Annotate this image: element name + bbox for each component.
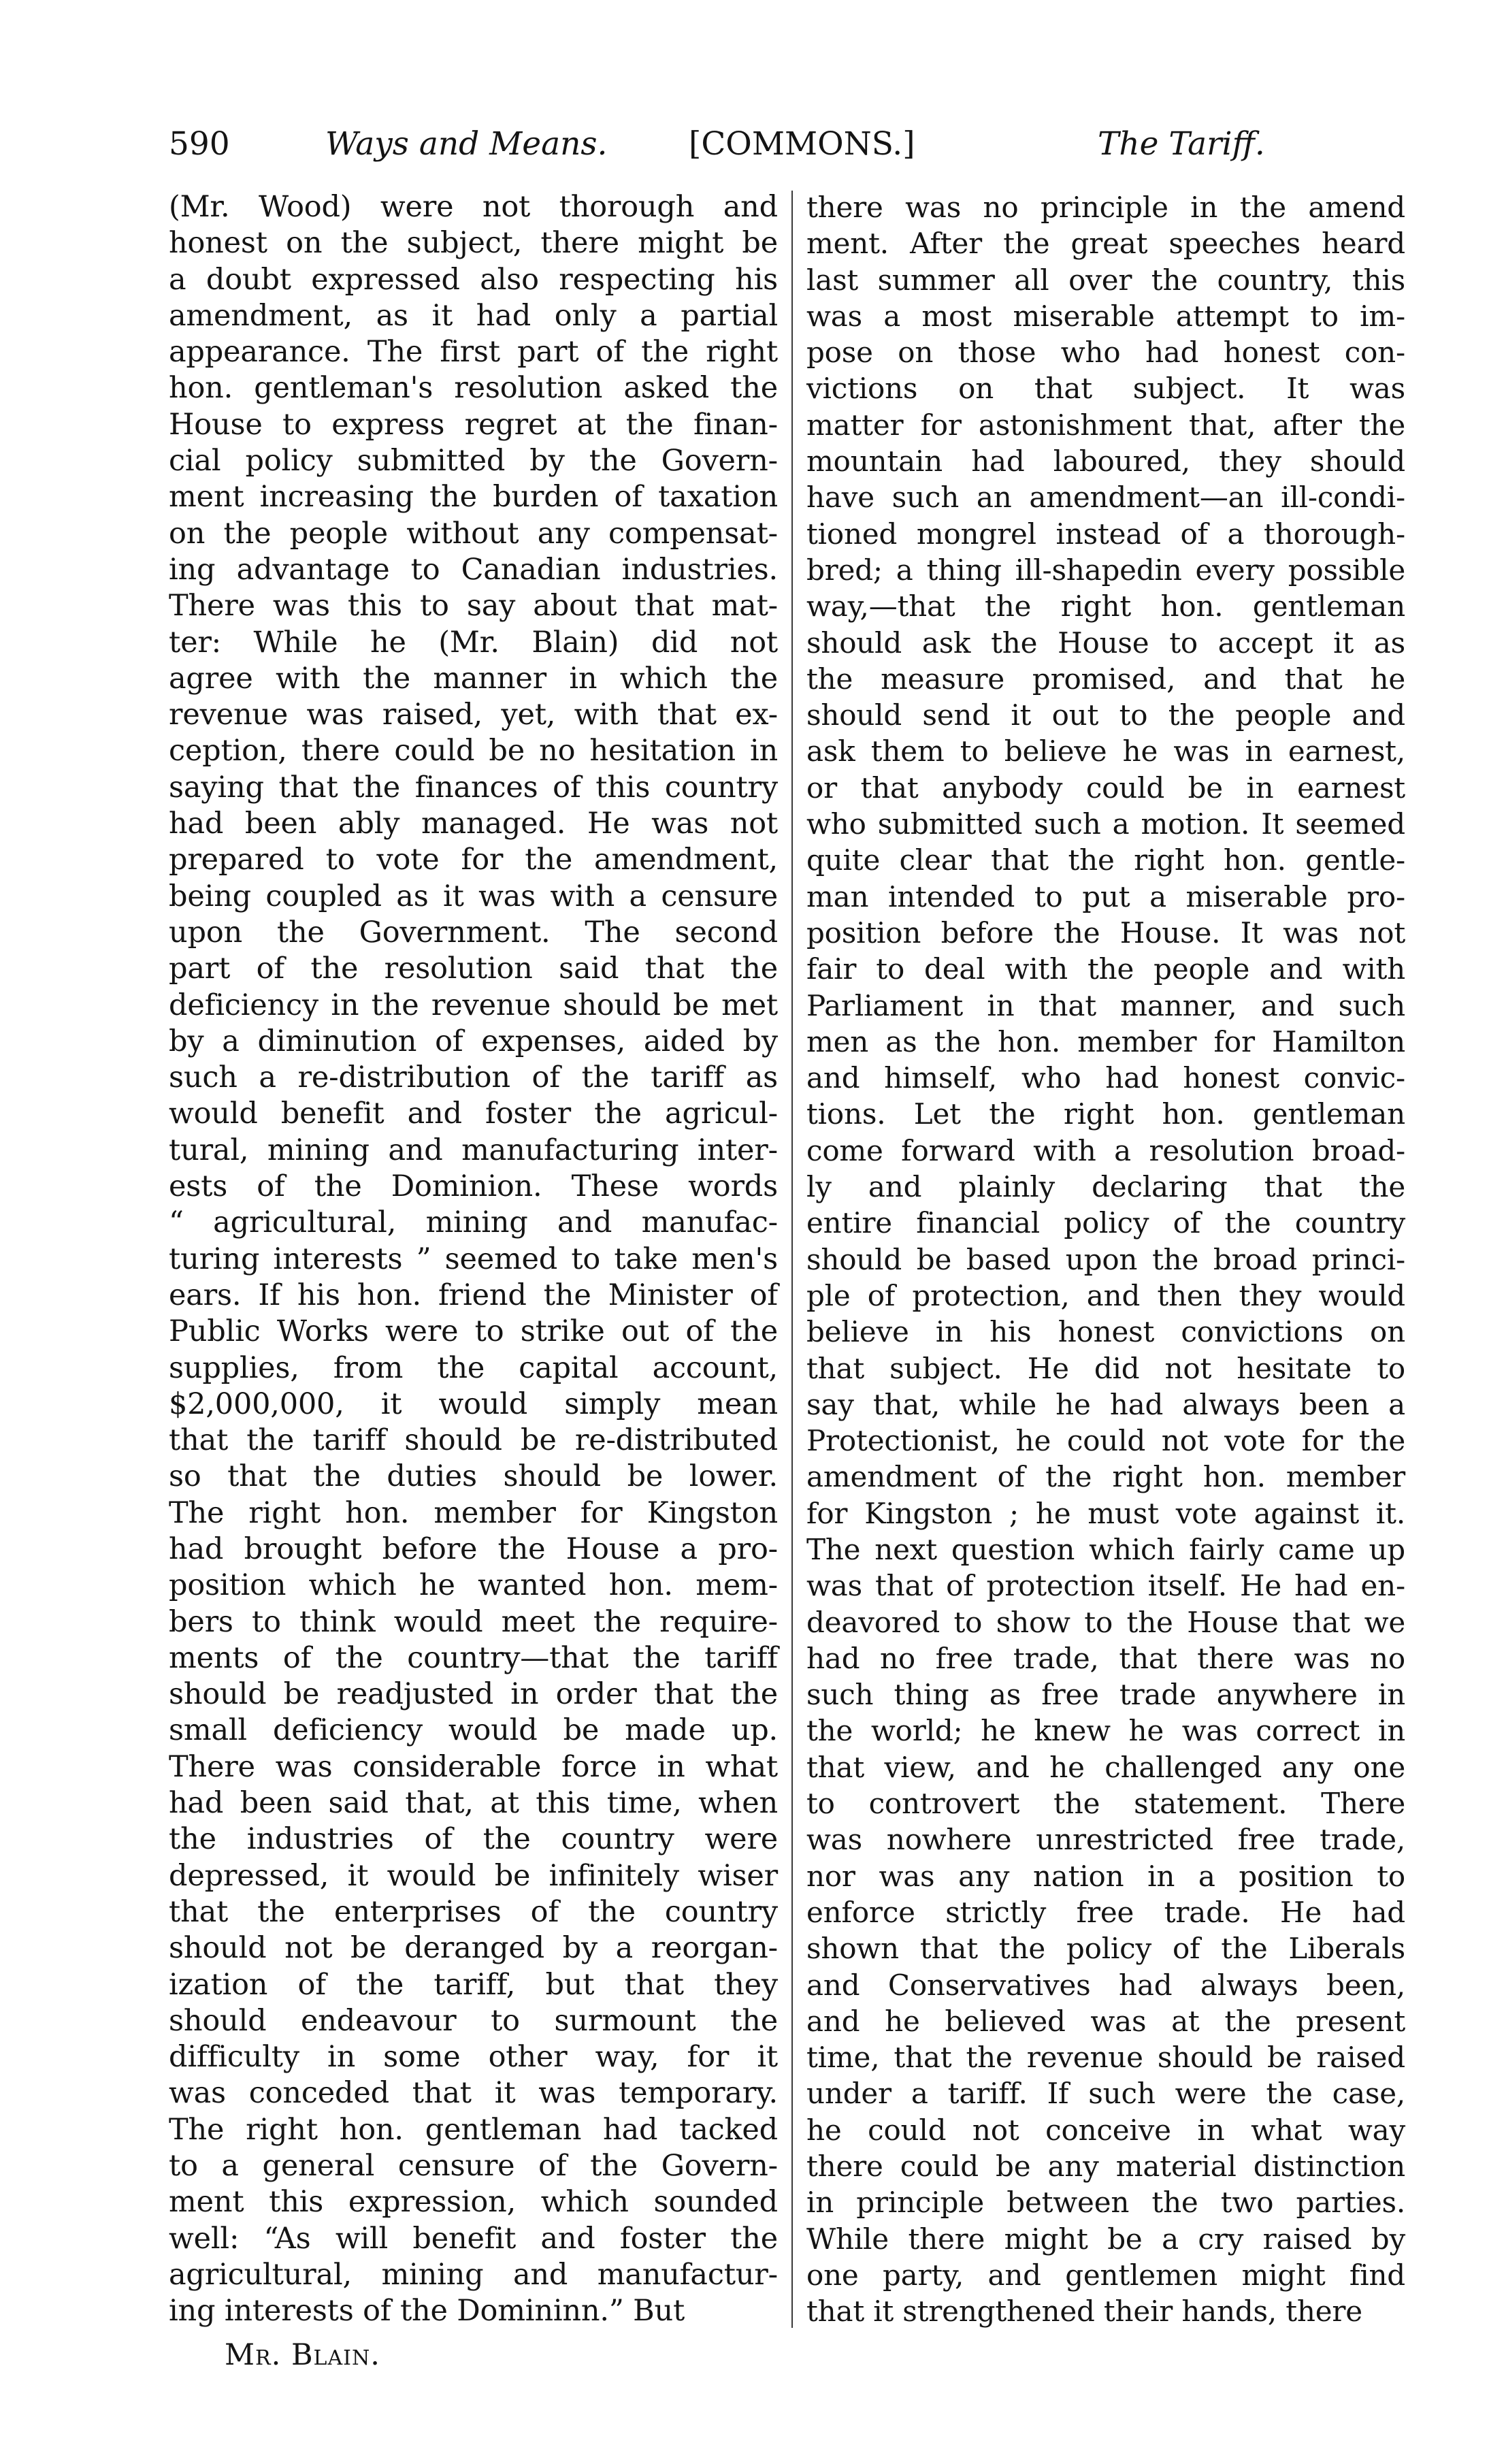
text-line: pose on those who had honest con- [806,336,1405,370]
text-line: agricultural, mining and manufactur- [169,2257,778,2292]
text-line: men as the hon. member for Hamilton [806,1024,1405,1058]
text-line: such a re-distribution of the tariff as [169,1060,778,1095]
text-line: depressed, it would be infinitely wiser [169,1858,778,1893]
text-line: appearance. The first part of the right [169,335,778,370]
text-line: should endeavour to surmount the [169,2003,778,2038]
text-line: There was considerable force in what [169,1749,778,1784]
text-line: hon. gentleman's resolution asked the [169,371,778,406]
text-line: that the tariff should be re-distributed [169,1423,778,1458]
right-text-column [806,189,1405,2333]
text-line: had been said that, at this time, when [169,1786,778,1821]
text-line: part of the resolution said that the [169,952,778,986]
text-line: so that the duties should be lower. [169,1459,778,1494]
text-line: ests of the Dominion. These words [169,1169,778,1204]
text-line: While there might be a cry raised by [806,2222,1405,2256]
text-line: was nowhere unrestricted free trade, [806,1823,1405,1857]
text-line: a doubt expressed also respecting his [169,262,778,297]
text-line: way,—that the right hon. gentleman [806,589,1405,623]
text-line: should ask the House to accept it as [806,626,1405,660]
topic-title: The Tariff. [1098,125,1265,163]
text-line: come forward with a resolution broad- [806,1133,1405,1167]
text-line: for Kingston ; he must vote against it. [806,1496,1405,1530]
text-line: ing advantage to Canadian industries. [169,552,778,587]
text-line: entire financial policy of the country [806,1206,1405,1240]
text-line: should be readjusted in order that the [169,1677,778,1712]
text-line: such thing as free trade anywhere in [806,1678,1405,1712]
text-line: victions on that subject. It was [806,372,1405,406]
text-line: tioned mongrel instead of a thorough- [806,517,1405,551]
text-line: have such an amendment—an ill-condi- [806,481,1405,515]
text-line: deficiency in the revenue should be met [169,988,778,1022]
text-line: The right hon. member for Kingston [169,1495,778,1530]
text-line: being coupled as it was with a censure [169,879,778,913]
text-line: $2,000,000, it would simply mean [169,1387,778,1421]
text-line: ments of the country—that the tariff [169,1640,778,1675]
text-line: should not be deranged by a reorgan- [169,1931,778,1966]
text-line: ment. After the great speeches heard [806,227,1405,261]
text-line: that the enterprises of the country [169,1894,778,1929]
text-line: (Mr. Wood) were not thorough and [169,190,778,224]
text-line: supplies, from the capital account, [169,1350,778,1385]
text-line: he could not conceive in what way [806,2113,1405,2147]
text-line: There was this to say about that mat- [169,589,778,623]
text-line: should be based upon the broad princi- [806,1242,1405,1276]
text-line: turing interests ” seemed to take men's [169,1242,778,1276]
text-line: deavored to show to the House that we [806,1605,1405,1639]
text-line: small deficiency would be made up. [169,1713,778,1748]
text-line: Parliament in that manner, and such [806,988,1405,1022]
text-line: had brought before the House a pro- [169,1531,778,1566]
text-line: had no free trade, that there was no [806,1641,1405,1675]
text-line: upon the Government. The second [169,915,778,950]
text-line: and he believed was at the present [806,2004,1405,2038]
text-line: revenue was raised, yet, with that ex- [169,698,778,732]
text-line: ears. If his hon. friend the Minister of [169,1278,778,1312]
text-line: honest on the subject, there might be [169,226,778,261]
text-line: would benefit and foster the agricul- [169,1097,778,1131]
text-line: The right hon. gentleman had tacked [169,2112,778,2147]
text-line: ple of protection, and then they would [806,1278,1405,1312]
column-divider [791,191,793,2328]
text-line: “ agricultural, mining and manufac- [169,1205,778,1240]
text-line: that view, and he challenged any one [806,1750,1405,1784]
text-line: time, that the revenue should be raised [806,2041,1405,2075]
text-line: there was no principle in the amend [806,191,1405,224]
text-line: prepared to vote for the amendment, [169,843,778,877]
chamber-title: [COMMONS.] [689,125,915,163]
text-line: ask them to believe he was in earnest, [806,734,1405,768]
text-line: there could be any material distinction [806,2150,1405,2184]
text-line: ly and plainly declaring that the [806,1170,1405,1204]
text-line: Protectionist, he could not vote for the [806,1424,1405,1458]
text-line: or that anybody could be in earnest [806,771,1405,805]
text-line: bers to think would meet the require- [169,1604,778,1639]
text-line: mountain had laboured, they should [806,444,1405,479]
page-header [169,117,1285,172]
text-line: the industries of the country were [169,1822,778,1857]
text-line: was conceded that it was temporary. [169,2076,778,2111]
page-number: 590 [169,125,230,163]
text-line: should send it out to the people and [806,698,1405,732]
text-line: man intended to put a miserable pro- [806,879,1405,913]
speaker-name: Mr. Blain. [225,2338,380,2372]
text-line: ception, there could be no hesitation in [169,734,778,768]
text-line: was a most miserable attempt to im- [806,299,1405,333]
text-line: and Conservatives had always been, [806,1968,1405,2002]
text-line: ment this expression, which sounded [169,2185,778,2220]
text-line: believe in his honest convictions on [806,1315,1405,1349]
text-line: had been ably managed. He was not [169,807,778,841]
text-line: tions. Let the right hon. gentleman [806,1097,1405,1131]
text-line: in principle between the two parties. [806,2186,1405,2220]
text-line: that subject. He did not hesitate to [806,1351,1405,1385]
text-line: amendment of the right hon. member [806,1460,1405,1494]
text-line: position which he wanted hon. mem- [169,1568,778,1603]
text-line: was that of protection itself. He had en- [806,1569,1405,1603]
text-line: last summer all over the country, this [806,263,1405,297]
text-line: under a tariff. If such were the case, [806,2077,1405,2111]
text-line: cial policy submitted by the Govern- [169,444,778,479]
text-line: amendment, as it had only a partial [169,298,778,333]
text-line: position before the House. It was not [806,915,1405,950]
text-line: say that, while he had always been a [806,1387,1405,1421]
text-line: and himself, who had honest convic- [806,1061,1405,1095]
text-line: the measure promised, and that he [806,662,1405,696]
text-line: nor was any nation in a position to [806,1859,1405,1893]
text-line: shown that the policy of the Liberals [806,1932,1405,1966]
text-line: the world; he knew he was correct in [806,1714,1405,1748]
text-line: The next question which fairly came up [806,1532,1405,1566]
text-line: House to express regret at the finan- [169,407,778,442]
text-line: that it strengthened their hands, there [806,2295,1362,2329]
text-line: bred; a thing ill-shapedin every possible [806,553,1405,587]
text-line: ization of the tariff, but that they [169,1967,778,2002]
text-line: enforce strictly free trade. He had [806,1895,1405,1929]
text-line: Public Works were to strike out of the [169,1314,778,1349]
text-line: agree with the manner in which the [169,661,778,696]
text-line: quite clear that the right hon. gentle- [806,843,1405,877]
text-line: well: “As will benefit and foster the [169,2221,778,2256]
text-line: by a diminution of expenses, aided by [169,1024,778,1058]
text-line: matter for astonishment that, after the [806,408,1405,442]
text-line: difficulty in some other way, for it [169,2040,778,2075]
text-line: to controvert the statement. There [806,1787,1405,1821]
left-text-column [169,189,778,2333]
text-line: saying that the finances of this country [169,770,778,805]
text-line: fair to deal with the people and with [806,952,1405,986]
text-line: ter: While he (Mr. Blain) did not [169,625,778,660]
text-line: ing interests of the Domininn.” But [169,2294,685,2329]
text-line: who submitted such a motion. It seemed [806,807,1405,841]
text-line: tural, mining and manufacturing inter- [169,1133,778,1167]
text-line: on the people without any compensat- [169,516,778,551]
text-line: ment increasing the burden of taxation [169,480,778,515]
text-line: to a general censure of the Govern- [169,2149,778,2184]
text-line: one party, and gentlemen might find [806,2258,1405,2292]
section-title: Ways and Means. [325,125,608,163]
